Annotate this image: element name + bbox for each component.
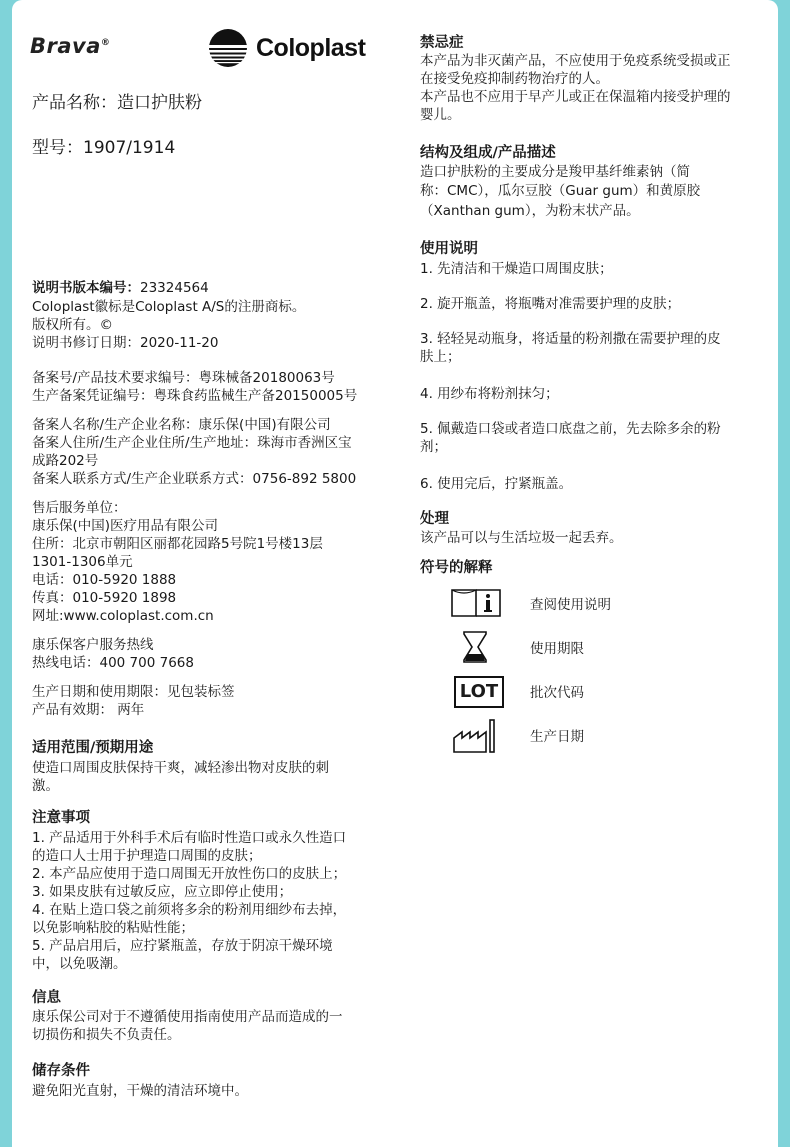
info-text-cont: 切损伤和损失不负责任。 — [32, 1027, 181, 1043]
production-record: 生产备案凭证编号：粤珠食药监械生产备20150005号 — [32, 388, 358, 404]
usage-step-cont: 剂； — [420, 439, 447, 455]
notes-line: 4. 在贴上造口袋之前须将多余的粉剂用细纱布去掉， — [32, 902, 347, 918]
usage-step-cont: 肤上； — [420, 349, 461, 365]
scope-title: 适用范围/预期用途 — [32, 740, 154, 756]
usage-step: 3. 轻轻晃动瓶身，将适量的粉剂撒在需要护理的皮 — [420, 331, 721, 347]
usage-step: 2. 旋开瓶盖，将瓶嘴对准需要护理的皮肤； — [420, 296, 681, 312]
coloplast-logo: Coloplast — [208, 28, 393, 68]
usage-step: 1. 先清洁和干燥造口周围皮肤； — [420, 261, 613, 277]
symbol-label: 使用期限 — [530, 641, 584, 657]
notes-line: 的造口人士用于护理造口周围的皮肤； — [32, 848, 262, 864]
revision-date: 说明书修订日期：2020-11-20 — [32, 335, 219, 351]
scope-text: 使造口周围皮肤保持干爽，减轻渗出物对皮肤的刺 — [32, 760, 329, 776]
symbols-title: 符号的解释 — [420, 560, 493, 576]
disposal-title: 处理 — [420, 511, 449, 527]
notes-title: 注意事项 — [32, 810, 90, 826]
hourglass-expiry-icon — [450, 630, 494, 664]
usage-title: 使用说明 — [420, 241, 478, 257]
structure-text: （Xanthan gum），为粉末状产品。 — [420, 203, 640, 219]
notes-line: 以免影响粘胶的粘贴性能； — [32, 920, 194, 936]
consult-instructions-icon — [450, 586, 494, 620]
service-fax: 传真：010-5920 1898 — [32, 590, 177, 606]
service-website: 网址:www.coloplast.com.cn — [32, 608, 214, 624]
filer-address-cont: 成路202号 — [32, 453, 99, 469]
structure-title: 结构及组成/产品描述 — [420, 145, 556, 161]
filer-contact: 备案人联系方式/生产企业联系方式：0756-892 5800 — [32, 471, 357, 487]
contraindications-title: 禁忌症 — [420, 35, 464, 51]
symbol-label: 生产日期 — [530, 729, 584, 745]
service-phone: 电话：010-5920 1888 — [32, 572, 177, 588]
storage-title: 储存条件 — [32, 1063, 90, 1079]
contraindications-text: 本产品为非灭菌产品，不应使用于免疫系统受损或正 — [420, 53, 731, 69]
coloplast-globe-icon — [208, 28, 248, 68]
info-text: 康乐保公司对于不遵循使用指南使用产品而造成的一 — [32, 1009, 343, 1025]
symbol-label: 查阅使用说明 — [530, 597, 611, 613]
service-address: 住所：北京市朝阳区丽都花园路5号院1号楼13层 — [32, 536, 323, 552]
notes-line: 5. 产品启用后，应拧紧瓶盖，存放于阴凉干燥环境 — [32, 938, 333, 954]
model-number: 型号：1907/1914 — [32, 138, 176, 158]
lot-text: LOT — [454, 676, 504, 708]
copyright-note: 版权所有。© — [32, 317, 113, 333]
info-title: 信息 — [32, 990, 61, 1006]
version-number: 说明书版本编号：23324564 — [32, 280, 209, 296]
contraindications-text: 婴儿。 — [420, 107, 461, 123]
symbols-list — [420, 586, 760, 786]
notes-line: 中，以免吸潮。 — [32, 956, 127, 972]
brava-logo: Brava® — [30, 34, 111, 58]
notes-line: 1. 产品适用于外科手术后有临时性造口或永久性造口 — [32, 830, 347, 846]
record-number: 备案号/产品技术要求编号：粤珠械备20180063号 — [32, 370, 335, 386]
service-company: 康乐保(中国)医疗用品有限公司 — [32, 518, 219, 534]
trademark-note: Coloplast徽标是Coloplast A/S的注册商标。 — [32, 299, 306, 315]
filer-address: 备案人住所/生产企业住所/生产地址：珠海市香洲区宝 — [32, 435, 352, 451]
storage-text: 避免阳光直射，干燥的清洁环境中。 — [32, 1083, 248, 1099]
instruction-sheet — [12, 0, 778, 1147]
scope-text-cont: 激。 — [32, 778, 59, 794]
usage-step: 4. 用纱布将粉剂抹匀； — [420, 386, 559, 402]
contraindications-text: 在接受免疫抑制药物治疗的人。 — [420, 71, 609, 87]
structure-text: 造口护肤粉的主要成分是羧甲基纤维素钠（简 — [420, 164, 690, 180]
usage-step: 6. 使用完后，拧紧瓶盖。 — [420, 476, 573, 492]
usage-step: 5. 佩戴造口袋或者造口底盘之前，先去除多余的粉 — [420, 421, 721, 437]
lot-code-icon — [450, 674, 499, 708]
manufacture-date-icon — [450, 718, 494, 752]
hotline-number: 热线电话：400 700 7668 — [32, 655, 194, 671]
filer-name: 备案人名称/生产企业名称：康乐保(中国)有限公司 — [32, 417, 331, 433]
symbol-label: 批次代码 — [530, 685, 584, 701]
service-unit-label: 售后服务单位： — [32, 500, 127, 516]
structure-text: 称：CMC），瓜尔豆胶（Guar gum）和黄原胶 — [420, 183, 701, 199]
hotline-title: 康乐保客户服务热线 — [32, 637, 154, 653]
notes-line: 3. 如果皮肤有过敏反应，应立即停止使用； — [32, 884, 293, 900]
contraindications-text: 本产品也不应用于早产儿或正在保温箱内接受护理的 — [420, 89, 731, 105]
notes-line: 2. 本产品应使用于造口周围无开放性伤口的皮肤上； — [32, 866, 347, 882]
production-date-note: 生产日期和使用期限：见包装标签 — [32, 684, 235, 700]
validity-note: 产品有效期： 两年 — [32, 702, 145, 718]
product-name: 产品名称：造口护肤粉 — [32, 93, 202, 113]
service-address-cont: 1301-1306单元 — [32, 554, 133, 570]
disposal-text: 该产品可以与生活垃圾一起丢弃。 — [420, 530, 623, 546]
